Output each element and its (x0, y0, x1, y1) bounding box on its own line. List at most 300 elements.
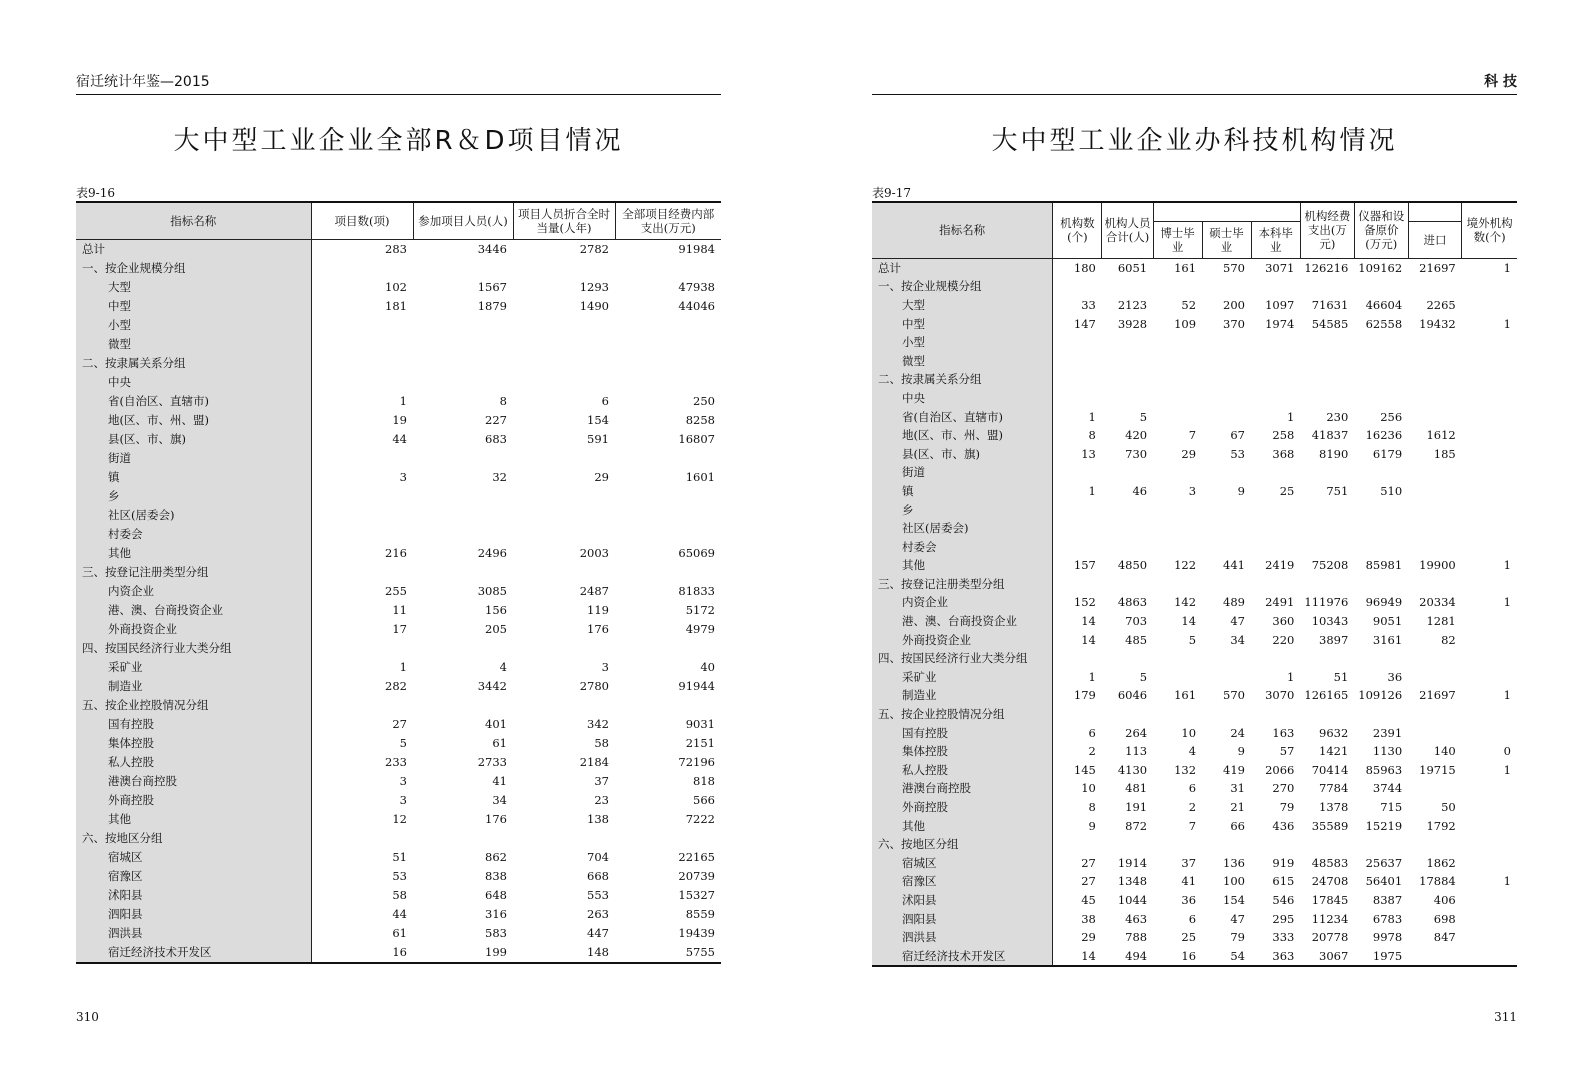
table-cell (1300, 537, 1354, 556)
table-cell: 46604 (1365, 297, 1403, 312)
table-cell: 463 (1125, 911, 1148, 926)
table-cell: 14 (1081, 632, 1096, 647)
table-number: 表9-16 (76, 186, 115, 200)
table-cell: 47 (1230, 614, 1245, 629)
table-cell: 161 (1174, 260, 1197, 275)
table-cell: 19900 (1419, 558, 1456, 573)
row-label: 内资企业 (872, 593, 1053, 612)
row-label: 大型 (76, 278, 311, 297)
table-cell (1153, 389, 1202, 408)
row-label: 街道 (76, 449, 311, 468)
table-cell (1354, 277, 1408, 296)
table-cell: 75208 (1311, 558, 1349, 573)
table-cell (1408, 500, 1462, 519)
table-cell: 14 (1081, 614, 1096, 629)
table-cell: 1 (1088, 483, 1096, 498)
table-cell (311, 335, 413, 354)
table-cell (513, 316, 615, 335)
table-cell: 406 (1433, 892, 1456, 907)
row-label: 沭阳县 (872, 891, 1053, 910)
table-row (872, 370, 1517, 389)
table-cell: 4863 (1117, 595, 1148, 610)
table-cell (1408, 537, 1462, 556)
column-header: 机构数(个) (1053, 202, 1102, 258)
table-cell (513, 373, 615, 392)
table-cell: 163 (1272, 725, 1295, 740)
table-cell (1300, 500, 1354, 519)
table-cell: 176 (587, 622, 609, 636)
table-cell (615, 487, 721, 506)
table-cell: 3928 (1117, 316, 1148, 331)
table-cell: 1348 (1117, 874, 1148, 889)
table-cell: 1 (1503, 595, 1511, 610)
row-label: 外商投资企业 (76, 620, 311, 639)
table-row (76, 772, 721, 791)
table-cell: 81833 (678, 584, 715, 598)
table-cell (513, 335, 615, 354)
table-cell: 360 (1272, 614, 1295, 629)
table-cell: 126165 (1304, 688, 1349, 703)
row-label: 港澳台商控股 (76, 772, 311, 791)
table-cell: 447 (587, 926, 609, 940)
table-cell: 2265 (1426, 297, 1456, 312)
table-cell: 37 (594, 774, 609, 788)
table-cell: 510 (1380, 483, 1403, 498)
table-cell: 1 (399, 394, 407, 408)
table-cell (1462, 463, 1517, 482)
table-cell: 282 (385, 679, 407, 693)
table-cell: 1601 (685, 470, 715, 484)
table-row (76, 297, 721, 316)
table-cell: 16807 (678, 432, 715, 446)
table-cell (311, 639, 413, 658)
table-cell: 20739 (678, 869, 715, 883)
table-body (76, 239, 721, 963)
running-header (872, 74, 1517, 95)
table-cell (1462, 909, 1517, 928)
table-cell: 2782 (579, 242, 609, 256)
table-cell: 142 (1174, 595, 1197, 610)
row-label: 中型 (872, 314, 1053, 333)
column-header: 指标名称 (872, 202, 1053, 258)
table-row (872, 258, 1517, 277)
table-cell: 2491 (1265, 595, 1295, 610)
row-label: 采矿业 (872, 668, 1053, 687)
table-cell (513, 563, 615, 582)
table-cell (1408, 389, 1462, 408)
table-cell: 1974 (1265, 316, 1295, 331)
table-cell: 5 (1188, 632, 1197, 647)
row-label: 中央 (76, 373, 311, 392)
table-cell: 9 (1088, 818, 1096, 833)
table-cell: 148 (513, 943, 615, 963)
table-cell (513, 354, 615, 373)
table-cell (1251, 705, 1300, 724)
table-cell: 44 (392, 432, 407, 446)
table-cell (1153, 705, 1202, 724)
table-row (76, 316, 721, 335)
table-cell: 1862 (1426, 855, 1456, 870)
table-cell (1354, 370, 1408, 389)
table-cell: 3744 (1372, 781, 1403, 796)
table-row (76, 335, 721, 354)
table-cell: 136 (1223, 855, 1245, 870)
row-label: 集体控股 (872, 742, 1053, 761)
table-row (872, 630, 1517, 649)
row-label: 三、按登记注册类型分组 (872, 575, 1053, 594)
table-cell (1251, 333, 1300, 352)
row-label: 六、按地区分组 (76, 829, 311, 848)
row-label: 总计 (76, 239, 311, 259)
table-cell: 1879 (477, 299, 507, 313)
table-cell: 704 (587, 850, 609, 864)
table-cell (615, 354, 721, 373)
table-cell: 3446 (477, 242, 507, 256)
table-cell: 156 (485, 603, 507, 617)
table-cell: 8258 (685, 413, 715, 427)
table-cell: 91984 (678, 242, 715, 256)
table-row (76, 278, 721, 297)
table-cell: 4979 (685, 622, 715, 636)
table-row (76, 373, 721, 392)
row-label: 外商投资企业 (872, 630, 1053, 649)
table-cell: 3 (399, 774, 407, 788)
row-label: 乡 (872, 500, 1053, 519)
table-cell: 138 (587, 812, 609, 826)
table-cell: 27 (392, 717, 407, 731)
table-cell: 2123 (1117, 297, 1148, 312)
row-label: 村委会 (76, 525, 311, 544)
row-label: 其他 (76, 810, 311, 829)
table-cell: 591 (587, 432, 609, 446)
row-label: 港澳台商控股 (872, 779, 1053, 798)
table-row (872, 593, 1517, 612)
table-cell (413, 506, 513, 525)
table-row (76, 715, 721, 734)
table-cell (1053, 649, 1102, 668)
table-cell (1408, 946, 1462, 966)
table-cell (1202, 575, 1251, 594)
table-cell: 9031 (685, 717, 715, 731)
table-cell: 683 (485, 432, 507, 446)
table-cell (413, 259, 513, 278)
table-cell: 200 (1223, 297, 1245, 312)
table-cell (1462, 519, 1517, 538)
table-row (872, 407, 1517, 426)
table-cell: 363 (1251, 946, 1300, 966)
row-label: 地(区、市、州、盟) (76, 411, 311, 430)
table-cell (1202, 370, 1251, 389)
table-cell (1053, 705, 1102, 724)
table-cell: 3070 (1265, 688, 1295, 703)
table-cell (1251, 537, 1300, 556)
yearbook-header: 宿迁统计年鉴—2015 (76, 74, 210, 90)
table-cell: 10 (1181, 725, 1197, 740)
table-cell: 70414 (1311, 762, 1349, 777)
table-cell: 441 (1223, 558, 1245, 573)
table-cell: 48583 (1311, 855, 1349, 870)
table-cell: 333 (1272, 930, 1295, 945)
table-cell (1053, 537, 1102, 556)
table-cell: 1 (399, 660, 407, 674)
table-row (76, 867, 721, 886)
table-cell (1102, 537, 1153, 556)
table-cell: 4 (499, 660, 507, 674)
table-cell: 21697 (1419, 688, 1456, 703)
table-row (76, 525, 721, 544)
table-cell (1251, 500, 1300, 519)
table-cell: 16 (311, 943, 413, 963)
table-cell (1102, 389, 1153, 408)
table-cell: 62558 (1365, 316, 1403, 331)
table-row (76, 430, 721, 449)
table-cell: 65069 (678, 546, 715, 560)
table-cell: 25637 (1365, 855, 1403, 870)
table-row (76, 734, 721, 753)
table-cell (1300, 705, 1354, 724)
table-cell: 25 (1279, 483, 1295, 498)
table-cell: 15327 (678, 888, 715, 902)
table-cell (1053, 575, 1102, 594)
table-cell: 2184 (579, 755, 609, 769)
table-cell: 23 (594, 793, 609, 807)
table-cell (1153, 519, 1202, 538)
column-header: 硕士毕业 (1202, 221, 1251, 258)
table-row (872, 705, 1517, 724)
table-cell: 1914 (1117, 855, 1148, 870)
table-cell: 37 (1181, 855, 1197, 870)
table-cell (1462, 835, 1517, 854)
table-cell (413, 449, 513, 468)
table-cell (1408, 351, 1462, 370)
table-cell (1408, 407, 1462, 426)
table-row (872, 519, 1517, 538)
table-cell: 31 (1230, 781, 1245, 796)
table-cell: 3071 (1265, 260, 1295, 275)
table-cell: 2419 (1265, 558, 1295, 573)
table-cell: 19715 (1419, 762, 1456, 777)
table-cell: 2151 (685, 736, 715, 750)
table-cell: 648 (485, 888, 507, 902)
table-cell (1202, 351, 1251, 370)
row-label: 沭阳县 (76, 886, 311, 905)
table-cell (1462, 407, 1517, 426)
table-cell (513, 829, 615, 848)
table-row (872, 779, 1517, 798)
table-cell: 54585 (1311, 316, 1349, 331)
table-row (872, 444, 1517, 463)
table-cell: 5 (1139, 669, 1148, 684)
table-cell (1462, 575, 1517, 594)
table-cell: 176 (485, 812, 507, 826)
table-cell: 6 (1188, 911, 1197, 926)
row-label: 小型 (872, 333, 1053, 352)
table-cell (1202, 649, 1251, 668)
row-label: 宿豫区 (76, 867, 311, 886)
row-label: 街道 (872, 463, 1053, 482)
table-cell: 20778 (1311, 930, 1349, 945)
table-cell: 668 (587, 869, 609, 883)
table-cell: 154 (1223, 892, 1245, 907)
table-cell (1354, 500, 1408, 519)
table-row (872, 872, 1517, 891)
table-cell (513, 259, 615, 278)
table-cell (1462, 668, 1517, 687)
table-cell: 19439 (678, 926, 715, 940)
table-cell: 16 (1153, 946, 1202, 966)
table-cell: 41 (1181, 874, 1197, 889)
table-row (76, 506, 721, 525)
table-cell: 9632 (1319, 725, 1349, 740)
table-cell (615, 449, 721, 468)
row-label: 地(区、市、州、盟) (872, 426, 1053, 445)
table-cell: 1293 (579, 280, 609, 294)
table-cell: 53 (392, 869, 407, 883)
table-cell: 46 (1132, 483, 1148, 498)
table-cell (1251, 835, 1300, 854)
table-cell: 2487 (579, 584, 609, 598)
column-header: 仪器和设备原价(万元) (1354, 202, 1408, 258)
page-title: 大中型工业企业办科技机构情况 (991, 126, 1398, 156)
table-cell: 1792 (1426, 818, 1456, 833)
table-cell: 147 (1073, 316, 1096, 331)
table-row (872, 314, 1517, 333)
table-cell (1462, 351, 1517, 370)
table-cell: 9 (1237, 483, 1245, 498)
table-cell (1251, 277, 1300, 296)
table-cell: 27 (1081, 855, 1096, 870)
table-cell (1102, 575, 1153, 594)
table-cell: 9 (1237, 744, 1245, 759)
table-cell: 1490 (579, 299, 609, 313)
table-cell (1462, 537, 1517, 556)
table-row (76, 354, 721, 373)
table-cell: 1281 (1426, 614, 1456, 629)
table-cell: 10343 (1311, 614, 1349, 629)
table-cell (413, 639, 513, 658)
table-cell: 1975 (1354, 946, 1408, 966)
table-cell (1202, 835, 1251, 854)
table-cell: 233 (385, 755, 407, 769)
table-cell (1462, 705, 1517, 724)
table-cell (1153, 370, 1202, 389)
table-cell (1153, 668, 1202, 687)
table-cell: 34 (1230, 632, 1245, 647)
table-cell: 703 (1125, 614, 1148, 629)
table-cell (1202, 537, 1251, 556)
table-cell (1462, 798, 1517, 817)
table-cell (1408, 333, 1462, 352)
table-cell: 258 (1272, 428, 1295, 443)
row-label: 一、按企业规模分组 (872, 277, 1053, 296)
table-cell (311, 259, 413, 278)
table-cell (1462, 444, 1517, 463)
table-cell: 698 (1433, 911, 1456, 926)
table-cell: 1378 (1319, 800, 1349, 815)
table-cell: 1097 (1265, 297, 1295, 312)
table-cell: 181 (385, 299, 407, 313)
table-cell: 56401 (1365, 874, 1403, 889)
table-cell: 8 (499, 394, 507, 408)
table-cell (311, 373, 413, 392)
table-cell: 96949 (1365, 595, 1403, 610)
table-row (872, 296, 1517, 315)
row-label: 四、按国民经济行业大类分组 (872, 649, 1053, 668)
table-cell: 9051 (1372, 614, 1403, 629)
table-cell (311, 316, 413, 335)
table-cell (1202, 705, 1251, 724)
table-cell (1462, 928, 1517, 947)
table-cell (1300, 333, 1354, 352)
table-cell (1102, 370, 1153, 389)
row-label: 宿城区 (76, 848, 311, 867)
table-row (872, 537, 1517, 556)
table-cell: 872 (1125, 818, 1148, 833)
row-label: 中央 (872, 389, 1053, 408)
table-cell: 5 (1139, 409, 1148, 424)
table-cell: 179 (1073, 688, 1096, 703)
table-cell: 16236 (1365, 428, 1403, 443)
table-cell (1251, 649, 1300, 668)
table-cell (1153, 575, 1202, 594)
table-row (872, 835, 1517, 854)
row-label: 中型 (76, 297, 311, 316)
column-header: 本科毕业 (1251, 221, 1300, 258)
table-cell: 2066 (1265, 762, 1295, 777)
table-cell: 255 (385, 584, 407, 598)
row-label: 微型 (872, 351, 1053, 370)
column-header: 境外机构数(个) (1462, 202, 1517, 258)
table-cell: 36 (1387, 669, 1403, 684)
table-cell: 1 (1503, 688, 1511, 703)
table-cell (1354, 649, 1408, 668)
table-cell (1408, 649, 1462, 668)
table-cell: 145 (1073, 762, 1096, 777)
table-cell: 161 (1174, 688, 1197, 703)
table-cell: 79 (1279, 800, 1295, 815)
table-cell: 546 (1272, 892, 1295, 907)
table-cell: 489 (1223, 595, 1245, 610)
table-cell (1153, 537, 1202, 556)
table-row (76, 677, 721, 696)
table-cell: 122 (1174, 558, 1197, 573)
table-cell (1462, 426, 1517, 445)
table-cell (1462, 649, 1517, 668)
row-label: 内资企业 (76, 582, 311, 601)
table-cell: 1044 (1117, 892, 1148, 907)
column-header: 机构经费支出(万元) (1300, 202, 1354, 258)
table-cell (1300, 351, 1354, 370)
row-label: 宿豫区 (872, 872, 1053, 891)
table-row (872, 426, 1517, 445)
table-row (76, 943, 721, 963)
column-header: 项目人员折合全时当量(人年) (513, 202, 615, 239)
table-cell: 66 (1230, 818, 1245, 833)
row-label: 镇 (872, 482, 1053, 501)
table-cell (1408, 463, 1462, 482)
row-label: 港、澳、台商投资企业 (76, 601, 311, 620)
table-row (76, 582, 721, 601)
table-cell (1300, 519, 1354, 538)
row-label: 省(自治区、直辖市) (76, 392, 311, 411)
table-cell: 111976 (1304, 595, 1349, 610)
table-row (872, 389, 1517, 408)
table-cell: 32 (492, 470, 507, 484)
table-row (872, 909, 1517, 928)
row-label: 县(区、市、旗) (872, 444, 1053, 463)
table-cell: 14 (1053, 946, 1102, 966)
table-cell: 3 (399, 793, 407, 807)
